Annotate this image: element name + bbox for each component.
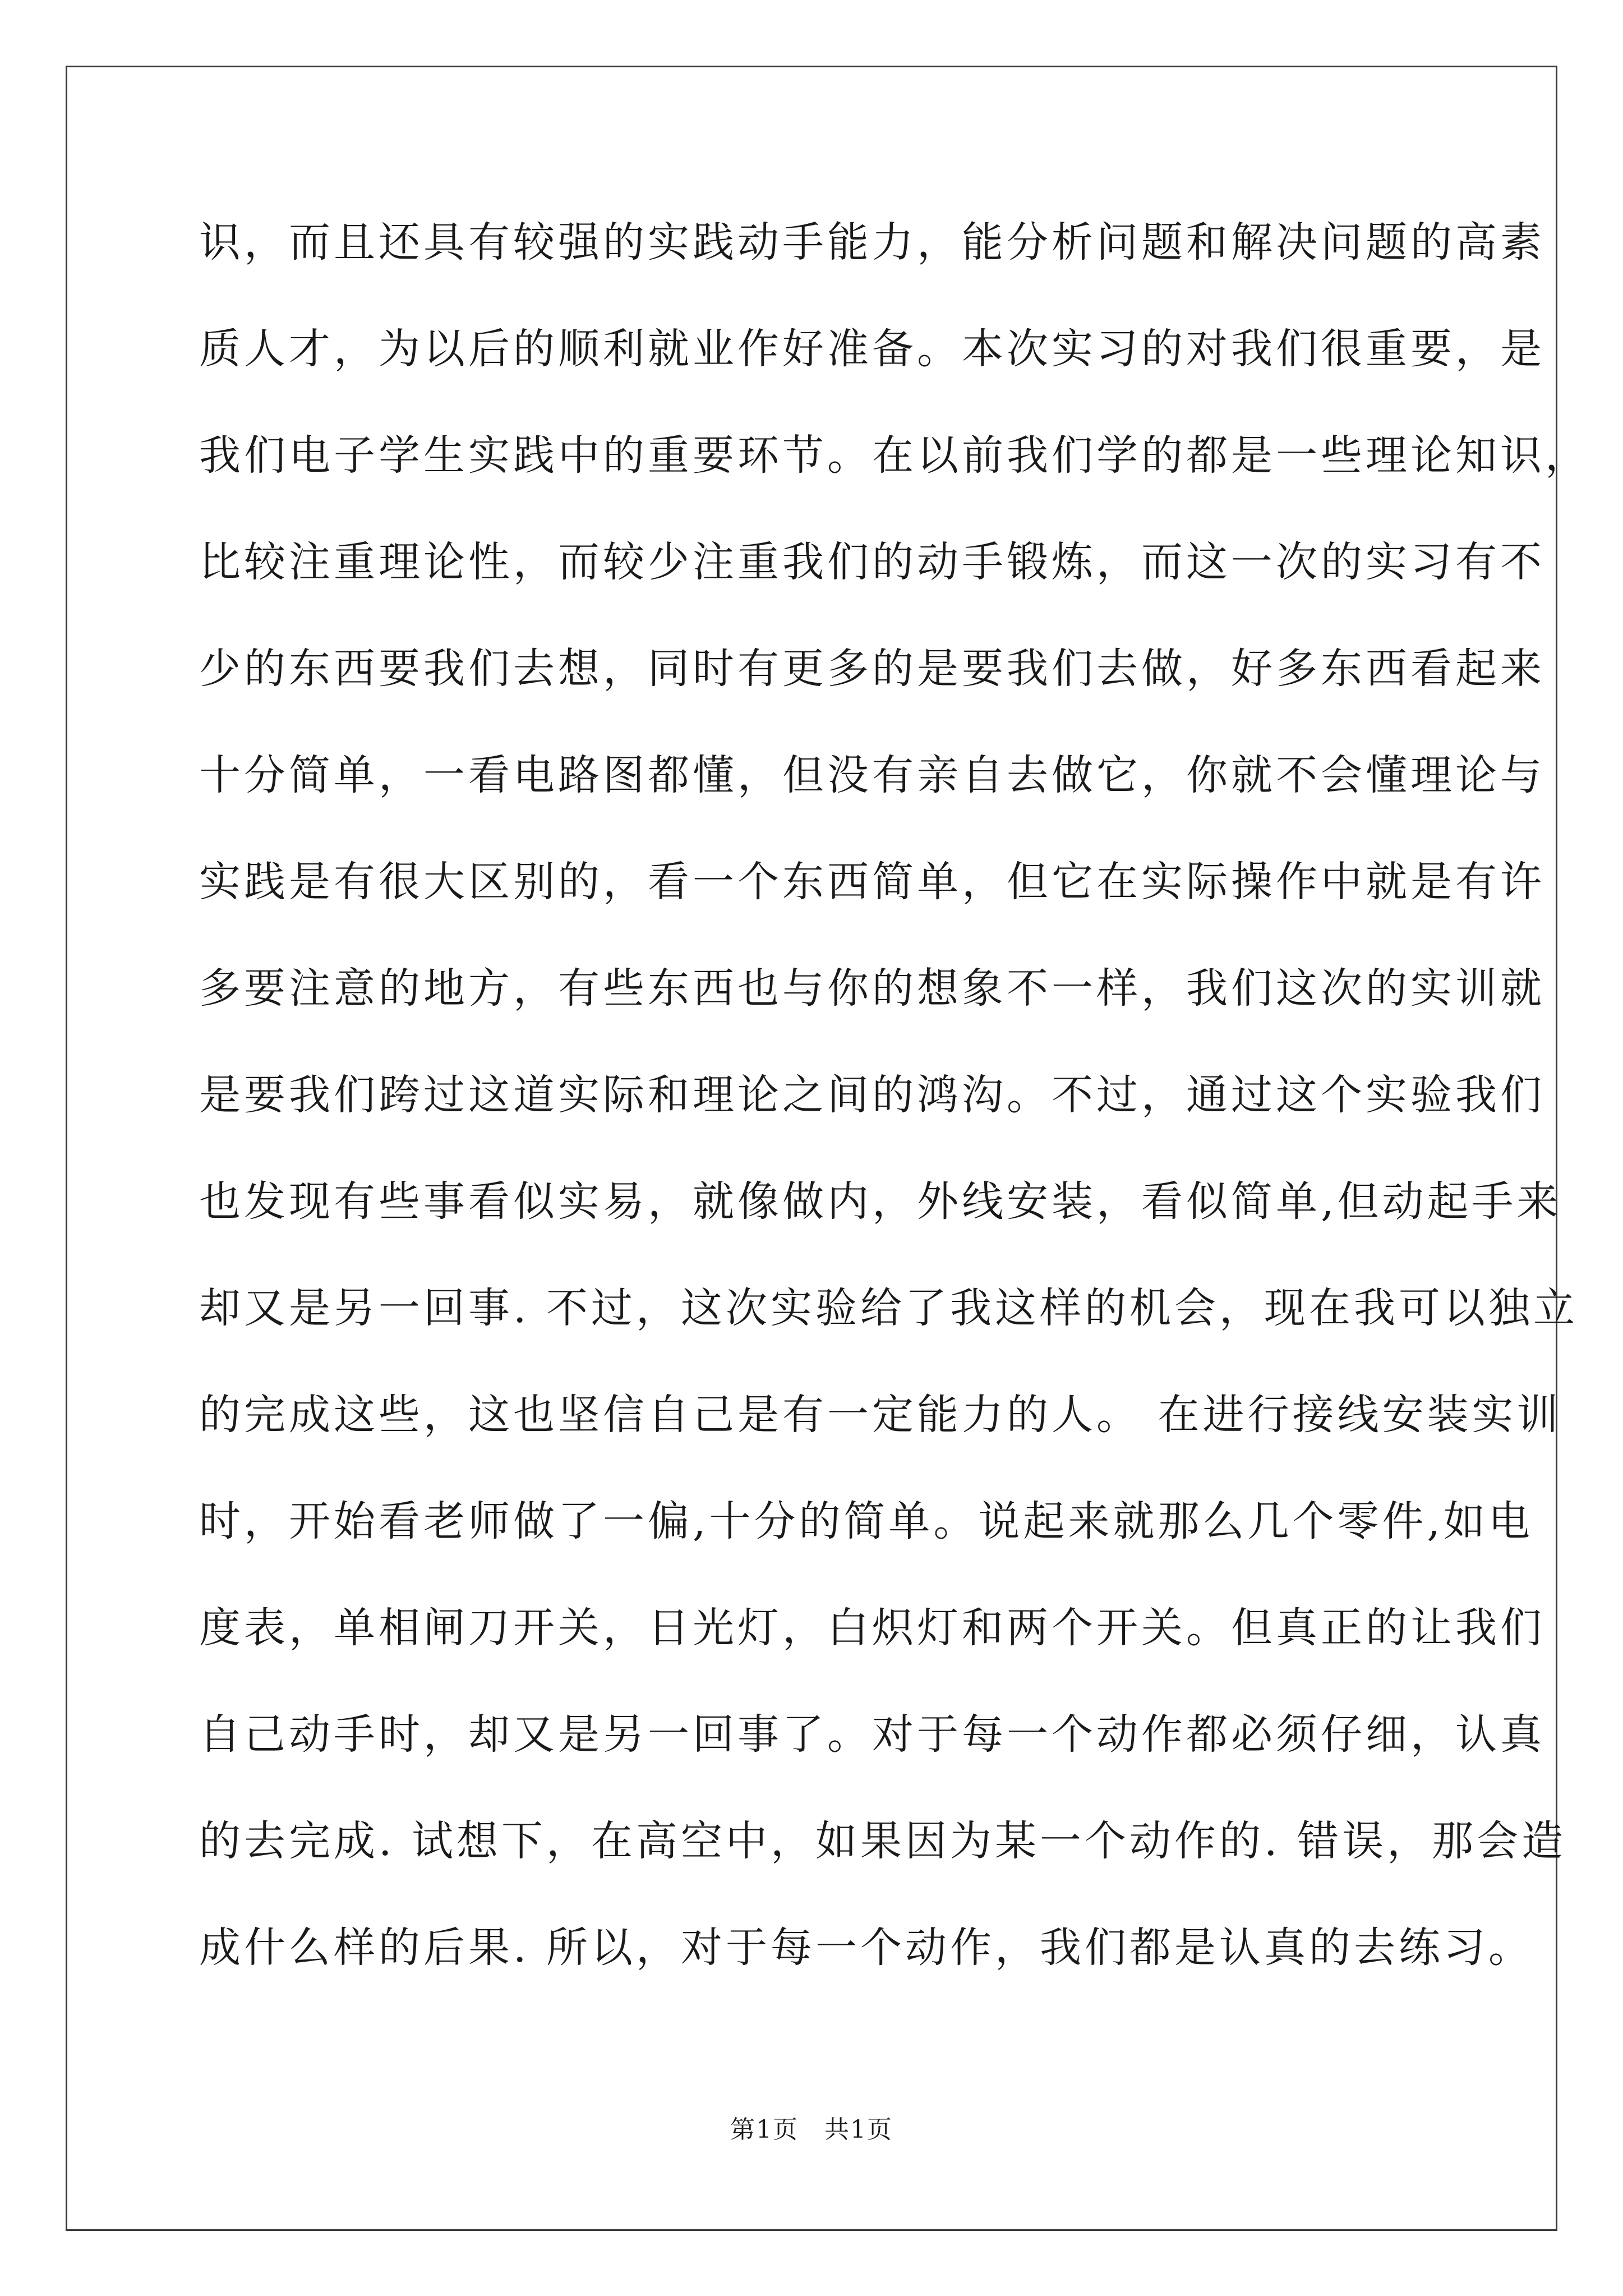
text-line: 实践是有很大区别的，看一个东西简单，但它在实际操作中就是有许 [199,858,1545,906]
text-line: 我们电子学生实践中的重要环节。在以前我们学的都是一些理论知识， [199,431,1590,480]
text-line: 成什么样的后果. 所以，对于每一个动作，我们都是认真的去练习。 [199,1924,1534,1972]
text-line: 度表，单相闸刀开关，日光灯，白炽灯和两个开关。但真正的让我们 [199,1604,1545,1652]
text-line: 识，而且还具有较强的实践动手能力，能分析问题和解决问题的高素 [199,218,1545,266]
text-line: 自己动手时，却又是另一回事了。对于每一个动作都必须仔细，认真 [199,1710,1545,1759]
text-line: 时，开始看老师做了一偏,十分的简单。说起来就那么几个零件,如电 [199,1497,1534,1545]
text-line: 是要我们跨过这道实际和理论之间的鸿沟。不过，通过这个实验我们 [199,1071,1545,1119]
text-line: 比较注重理论性，而较少注重我们的动手锻炼，而这一次的实习有不 [199,538,1545,586]
text-line: 的完成这些，这也坚信自己是有一定能力的人。 在进行接线安装实训 [199,1391,1562,1439]
text-line: 也发现有些事看似实易，就像做内，外线安装，看似简单,但动起手来 [199,1177,1562,1226]
text-line: 却又是另一回事. 不过，这次实验给了我这样的机会，现在我可以独立 [199,1284,1579,1332]
text-line: 质人才，为以后的顺利就业作好准备。本次实习的对我们很重要，是 [199,325,1545,373]
page-number-footer: 第1页 共1页 [730,2115,893,2144]
text-line: 十分简单，一看电路图都懂，但没有亲自去做它，你就不会懂理论与 [199,751,1545,799]
text-line: 少的东西要我们去想，同时有更多的是要我们去做，好多东西看起来 [199,645,1545,693]
document-body [199,209,1590,2021]
text-line: 多要注意的地方，有些东西也与你的想象不一样，我们这次的实训就 [199,964,1545,1013]
text-line: 的去完成. 试想下，在高空中，如果因为某一个动作的. 错误，那会造 [199,1817,1567,1865]
